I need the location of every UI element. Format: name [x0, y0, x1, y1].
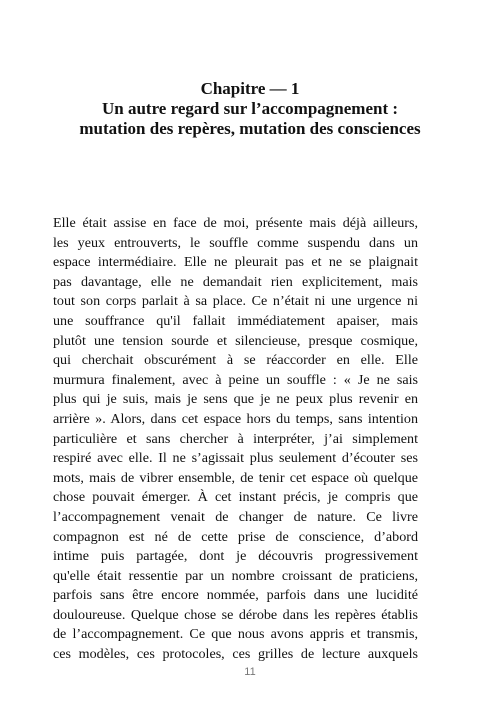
body-line: intime puis partagée, dont je découvris progressivement — [53, 548, 418, 565]
body-line: qu'elle était ressentie par un nombre croissant de praticiens, — [53, 567, 418, 584]
body-line: compagnon est né de cette prise de conscience, d’abord — [53, 528, 418, 545]
chapter-label: Chapitre — 1 — [200, 79, 300, 98]
body-line: qui cherchait obscurément à se réaccorder en elle. Elle — [53, 352, 418, 369]
body-line: une souffrance qu'il fallait immédiatement apaiser, mais — [53, 312, 418, 329]
body-line: espace intermédiaire. Elle ne pleurait pas et ne se plaignait — [53, 254, 418, 271]
body-line: particulière et sans chercher à interpréter, j’ai simplement — [53, 430, 418, 447]
chapter-title-line-2: mutation des repères, mutation des consciences — [79, 119, 421, 138]
body-line: Elle était assise en face de moi, présente mais déjà ailleurs, — [53, 215, 418, 231]
body-line: tout son corps parlait à sa place. Ce n’était ni une urgence ni — [53, 293, 418, 310]
body-line: les yeux entrouverts, le souffle comme suspendu dans un — [53, 234, 418, 251]
body-line: murmura finalement, avec à peine un souffle : « Je ne sais — [53, 371, 418, 388]
body-line: parfois sans être encore nommée, parfois dans une lucidité — [53, 587, 418, 604]
body-line: chose pouvait émerger. À cet instant précis, je compris que — [53, 489, 418, 506]
body-line: respiré avec elle. Il ne s’agissait plus seulement d’écouter ses — [53, 450, 418, 467]
body-line: l’accompagnement venait de changer de nature. Ce livre — [53, 508, 418, 525]
body-line: ces modèles, ces protocoles, ces grilles de lecture auxquels — [53, 646, 418, 663]
body-line: arrière ». Alors, dans cet espace hors du temps, sans intention — [53, 410, 418, 427]
chapter-title-line-1: Un autre regard sur l’accompagnement : — [101, 99, 399, 118]
body-text — [53, 214, 418, 665]
body-line: douloureuse. Quelque chose se dérobe dans les repères établis — [53, 606, 418, 623]
page-number: 11 — [244, 666, 256, 678]
chapter-heading — [0, 79, 500, 139]
body-line: plus qui je suis, mais je sens que je ne peux plus revenir en — [53, 391, 418, 408]
body-line: de l’accompagnement. Ce que nous avons appris et transmis, — [53, 626, 418, 643]
body-line: mots, mais de vibrer ensemble, de tenir cet espace où quelque — [53, 469, 418, 486]
body-line: plutôt une tension sourde et silencieuse, presque cosmique, — [53, 332, 418, 349]
body-line: pas davantage, elle ne demandait rien explicitement, mais — [53, 273, 418, 290]
